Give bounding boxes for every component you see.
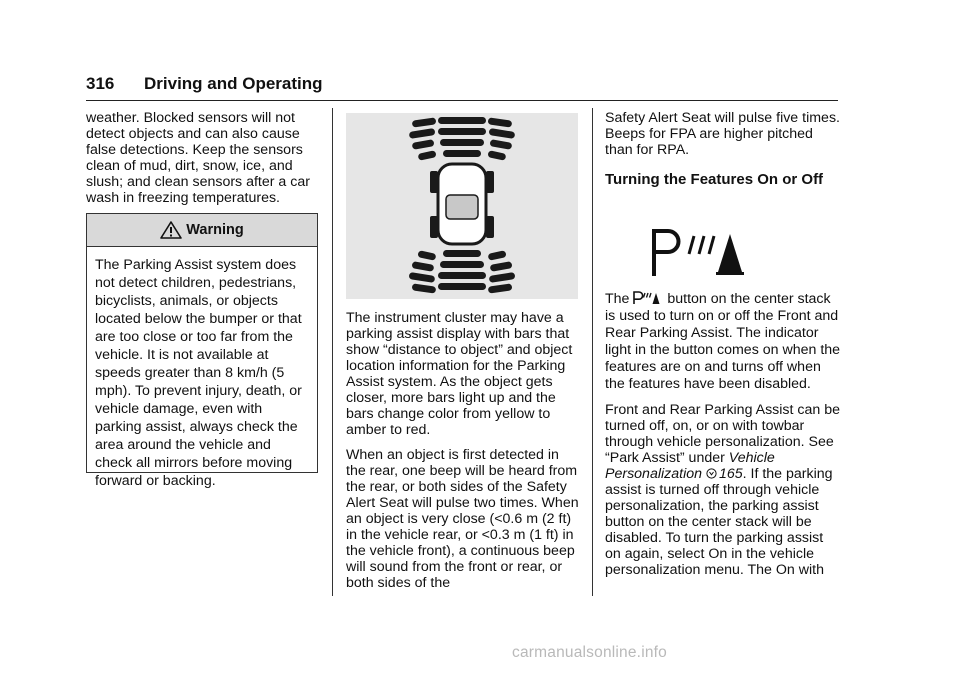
section-title: Driving and Operating [144, 74, 323, 93]
column-middle [346, 310, 582, 600]
park-assist-icon [633, 291, 661, 305]
vehicle-personalization-link[interactable]: Vehicle Personalization [605, 450, 775, 482]
reference-arrow-icon [706, 468, 717, 479]
column-divider [592, 108, 593, 596]
car-top-view [430, 164, 494, 244]
parking-assist-display-graphic [346, 113, 578, 299]
seat-pulse-paragraph: Safety Alert Seat will pulse five times. Beeps for FPA are higher pitched than for RPA. [605, 110, 840, 158]
page-reference[interactable]: 165 [718, 466, 743, 482]
page-header [86, 70, 838, 101]
cluster-display-paragraph: The instrument cluster may have a parking assist display with bars that show “distance to object” and object location information for the Parking Assist system. As the object gets closer, more bars light up and the bars change color from yellow to amber to red. [346, 310, 573, 438]
warning-body: The Parking Assist system does not detect children, pedestrians, bicyclists, animals, or objects located below the bumper or that are too close or too far from the vehicle. It is not available at speeds greater than 8 km/h (5 mph). To prevent injury, death, or vehicle damage, even with parking assist, always check the area around the vehicle and check all mirrors before moving forward or backing. [95, 257, 302, 489]
column-right [605, 110, 841, 587]
warning-header [87, 214, 317, 247]
page-number: 316 [86, 74, 115, 93]
warning-triangle-icon [160, 221, 182, 239]
column-divider [332, 108, 333, 596]
park-assist-icon [650, 228, 770, 278]
parking-assist-display-illustration [346, 113, 578, 299]
detection-beep-paragraph: When an object is first detected in the rear, one beep will be heard from the rear, or both sides of the Safety Alert Seat will pulse two times. When an object is very close (<0.6 m (2 ft) in the vehicle rear, or <0.3 m (1 ft) in the vehicle front), a continuous beep will sound from the front or rear, or both sides of the [346, 447, 579, 591]
front-sensor-bars [409, 117, 516, 161]
warning-title: Warning [186, 222, 244, 238]
button-description-paragraph: The button on the center stack is used to turn on or off the Front and Rear Parking Assist. The indicator light in the button comes on when the features are on and turns off when the features have been disabled. [605, 291, 841, 392]
turning-features-heading: Turning the Features On or Off [605, 171, 824, 188]
column-left [86, 110, 322, 215]
watermark: carmanualsonline.info [512, 644, 667, 661]
personalization-paragraph: Front and Rear Parking Assist can be turned off, on, or on with towbar through vehicle personalization. See “Park Assist” under Vehicle Personalization 165. If the parking assist is turned off through vehicle personalization, the parking assist button on the center stack will be disabled. To turn the parking assist on again, select On in the vehicle personalization menu. The On with [605, 402, 841, 578]
warning-box [86, 213, 318, 489]
rear-sensor-bars [409, 250, 516, 294]
intro-paragraph: weather. Blocked sensors will not detect objects and can also cause false detections. Keep the sensors clean of mud, dirt, snow, ice, and slush; and clean sensors after a car wash in freezing temperatures. [86, 110, 310, 206]
